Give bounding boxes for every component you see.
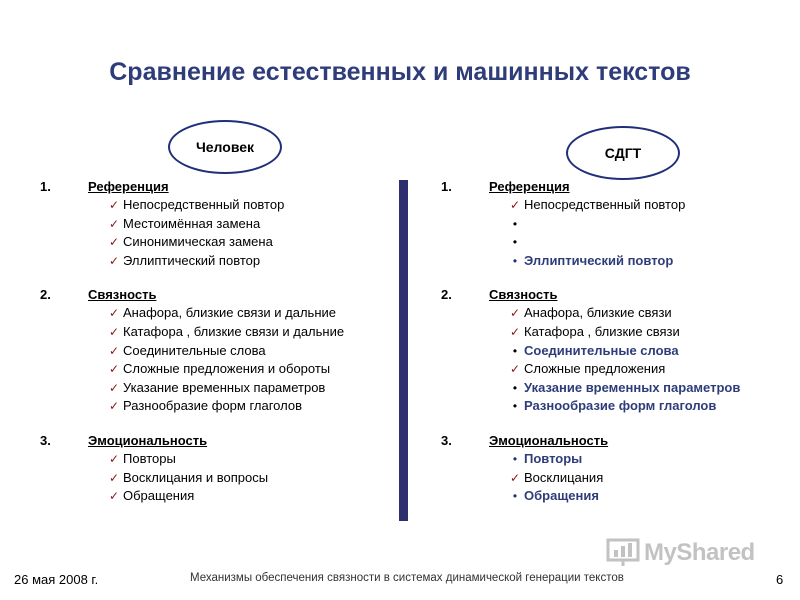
list-item	[40, 397, 392, 416]
list-item	[441, 342, 786, 361]
item-text	[522, 233, 524, 252]
list-item	[40, 469, 392, 488]
checkmark-icon: ✓	[108, 235, 120, 250]
item-text: Соединительные слова	[524, 342, 679, 358]
checkmark-icon: ✓	[108, 489, 120, 504]
item-text: Восклицания	[524, 469, 604, 485]
section-heading	[441, 286, 786, 304]
list-item	[40, 342, 392, 361]
bullet-icon: •	[512, 253, 518, 268]
item-text: Повторы	[123, 450, 176, 466]
list-item	[441, 233, 786, 252]
item-text	[522, 215, 524, 234]
list-item	[441, 487, 786, 506]
section-heading	[441, 432, 786, 450]
list-item	[441, 450, 786, 469]
list-item	[441, 196, 786, 215]
item-text: Обращения	[524, 488, 599, 504]
list-item	[40, 379, 392, 398]
list-item	[40, 360, 392, 379]
item-text: Обращения	[123, 488, 195, 504]
list-item	[40, 215, 392, 234]
section-number: 1.	[40, 179, 51, 194]
checkmark-icon: ✓	[509, 306, 521, 321]
section	[441, 178, 786, 270]
list-item	[441, 323, 786, 342]
checkmark-icon: ✓	[509, 198, 521, 212]
footer-caption: Механизмы обеспечения связности в системах динамической генерации текстов	[190, 572, 624, 584]
checkmark-icon: ✓	[108, 306, 120, 321]
item-text: Соединительные слова	[123, 342, 266, 358]
footer-date: 26 мая 2008 г.	[14, 572, 99, 587]
checkmark-icon: ✓	[108, 253, 120, 268]
watermark	[606, 538, 755, 568]
right-column	[441, 178, 786, 522]
list-item	[441, 379, 786, 398]
checkmark-icon: ✓	[108, 324, 120, 339]
section-number: 3.	[40, 432, 51, 448]
checkmark-icon: ✓	[108, 470, 120, 485]
list-item	[40, 304, 392, 323]
list-item	[40, 450, 392, 469]
item-text: Сложные предложения	[524, 361, 666, 377]
section-title: Эмоциональность	[489, 432, 609, 448]
item-text: Анафора, близкие связи	[524, 305, 672, 321]
section-heading	[441, 178, 786, 196]
checkmark-icon: ✓	[108, 380, 120, 395]
checkmark-icon: ✓	[108, 451, 120, 466]
item-text: Непосредственный повтор	[524, 197, 686, 212]
section-number: 1.	[441, 179, 452, 194]
watermark-text: MyShared	[644, 539, 755, 566]
bullet-icon: •	[512, 216, 518, 231]
column-divider	[399, 180, 408, 521]
bullet-icon: •	[512, 451, 518, 466]
checkmark-icon: ✓	[509, 324, 521, 339]
section-title: Эмоциональность	[88, 432, 208, 448]
section	[441, 432, 786, 506]
section-title: Связность	[489, 287, 558, 303]
checkmark-icon: ✓	[108, 362, 120, 377]
section-number: 2.	[441, 287, 452, 303]
list-item	[441, 397, 786, 416]
section	[40, 178, 392, 270]
section-title: Референция	[88, 179, 169, 194]
section	[40, 432, 392, 506]
section-number: 2.	[40, 287, 51, 303]
section-heading	[40, 432, 392, 450]
list-item	[441, 304, 786, 323]
bullet-icon: •	[512, 343, 518, 358]
left-column	[40, 178, 392, 522]
list-item	[441, 360, 786, 379]
checkmark-icon: ✓	[509, 362, 521, 377]
list-item	[441, 469, 786, 488]
item-text: Разнообразие форм глаголов	[123, 398, 302, 414]
section-title: Референция	[489, 179, 570, 194]
sdgt-oval	[566, 126, 680, 180]
list-item	[40, 252, 392, 271]
list-item	[40, 196, 392, 215]
list-item	[40, 323, 392, 342]
item-text: Местоимённая замена	[123, 215, 261, 231]
bullet-icon: •	[512, 489, 518, 504]
section	[40, 286, 392, 416]
checkmark-icon: ✓	[108, 216, 120, 231]
item-text: Сложные предложения и обороты	[123, 361, 331, 377]
slide-title: Сравнение естественных и машинных текстов	[109, 58, 691, 86]
bullet-icon: •	[512, 235, 518, 250]
bullet-icon: •	[512, 380, 518, 395]
sdgt-label: СДГТ	[604, 145, 642, 161]
item-text: Указание временных параметров	[524, 379, 741, 395]
item-text: Синонимическая замена	[123, 234, 273, 250]
list-item	[441, 215, 786, 234]
section	[441, 286, 786, 416]
checkmark-icon: ✓	[108, 198, 120, 212]
checkmark-icon: ✓	[509, 470, 521, 485]
item-text: Катафора , близкие связи и дальние	[123, 323, 345, 339]
page-number: 6	[776, 572, 784, 587]
item-text: Восклицания и вопросы	[123, 469, 269, 485]
human-label: Человек	[195, 139, 255, 155]
checkmark-icon: ✓	[108, 399, 120, 414]
presentation-icon	[606, 538, 640, 568]
item-text: Катафора , близкие связи	[524, 323, 680, 339]
human-oval	[168, 120, 282, 174]
item-text: Разнообразие форм глаголов	[524, 398, 717, 414]
item-text: Указание временных параметров	[123, 379, 326, 395]
item-text: Непосредственный повтор	[123, 197, 285, 212]
list-item	[40, 487, 392, 506]
item-text: Эллиптический повтор	[123, 252, 261, 268]
section-heading	[40, 286, 392, 304]
bullet-icon: •	[512, 399, 518, 414]
section-number: 3.	[441, 432, 452, 448]
list-item	[40, 233, 392, 252]
section-title: Связность	[88, 287, 157, 303]
item-text: Анафора, близкие связи и дальние	[123, 305, 337, 321]
checkmark-icon: ✓	[108, 343, 120, 358]
item-text: Повторы	[524, 450, 583, 466]
section-heading	[40, 178, 392, 196]
list-item	[441, 252, 786, 271]
item-text: Эллиптический повтор	[524, 252, 674, 268]
